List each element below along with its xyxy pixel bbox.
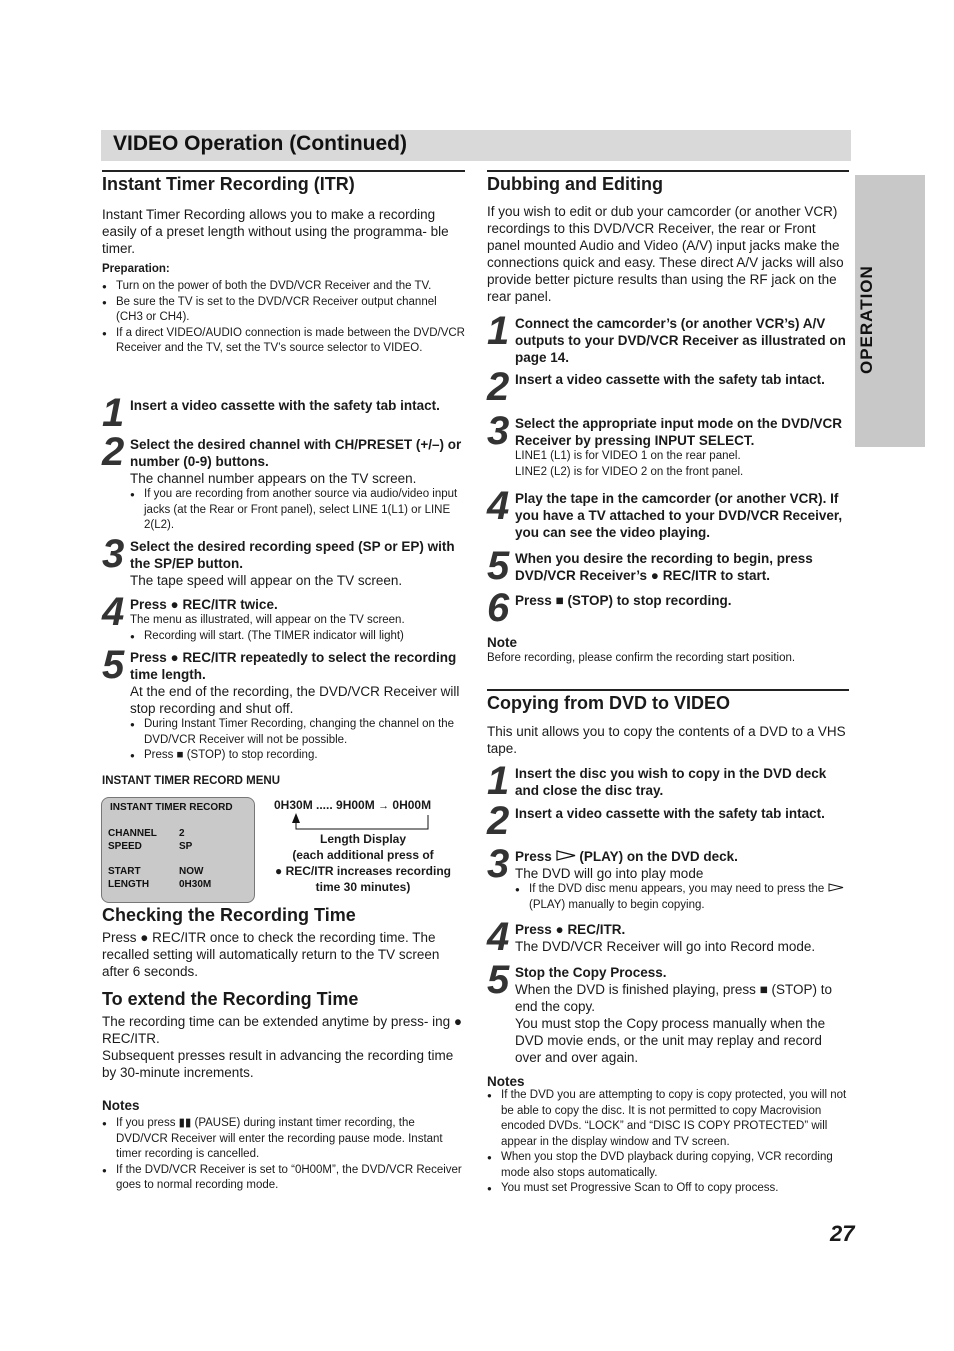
copying-step-1 xyxy=(487,759,849,803)
dubbing-section-rule xyxy=(487,170,849,172)
sequence-end: 0H00M xyxy=(392,798,432,812)
step-number: 1 xyxy=(102,391,123,435)
prep-label: Preparation: xyxy=(102,263,170,275)
side-tab xyxy=(855,175,925,447)
dubbing-step-6 xyxy=(487,586,849,630)
step-heading: Connect the camcorder’s (or another VCR’s) A/V outputs to your DVD/VCR Receiver as illustrated on page 14. xyxy=(515,316,846,365)
itr-heading: Instant Timer Recording (ITR) xyxy=(102,174,355,194)
bracket-arrow-icon xyxy=(258,811,468,833)
list-item: ● If you are recording from another source via audio/video input jacks (at the Rear or Front panel), select LINE 1(L1) or LINE 2(L2). xyxy=(130,487,465,534)
itr-section-rule xyxy=(102,170,465,172)
step-number: 5 xyxy=(102,643,123,687)
itr-step-3 xyxy=(102,532,465,593)
step-number: 4 xyxy=(102,590,123,634)
step-body: When the DVD is finished playing, press ■ (STOP) to end the copy. xyxy=(515,982,833,1014)
arrow-icon: → xyxy=(378,800,390,812)
step-body: The channel number appears on the TV screen. xyxy=(130,471,417,486)
dubbing-note: Before recording, please confirm the recording start position. xyxy=(487,652,796,664)
step-bullets xyxy=(515,882,849,913)
step-number: 4 xyxy=(487,915,508,959)
bullet-part: If the DVD disc menu appears, you may need to press the xyxy=(529,883,825,895)
list-item: ● You must set Progressive Scan to Off to copy process. xyxy=(487,1181,849,1197)
step-number: 3 xyxy=(487,842,508,886)
play-icon xyxy=(828,883,844,892)
length-display-diagram xyxy=(258,797,468,897)
osd-speed-value: SP xyxy=(179,841,193,852)
section-title-bar xyxy=(101,130,851,161)
itr-step-2 xyxy=(102,430,465,536)
step-heading: Stop the Copy Process. xyxy=(515,965,667,980)
copying-step-2 xyxy=(487,799,849,843)
list-item: ● Turn on the power of both the DVD/VCR Receiver and the TV. xyxy=(102,279,465,295)
itr-intro: Instant Timer Recording allows you to make a recording easily of a preset length without using the programma- ble timer. xyxy=(102,207,449,256)
step-bullets xyxy=(130,487,465,534)
list-item: ● If you press ▮▮ (PAUSE) during instant timer recording, the DVD/VCR Receiver will enter the recording pause mode. Instant timer recording is cancelled. xyxy=(102,1116,465,1163)
dubbing-step-5 xyxy=(487,544,849,588)
caption-line: (each additional press of xyxy=(292,848,434,862)
step-heading: Press ● REC/ITR twice. xyxy=(130,597,278,612)
step-line: LINE1 (L1) is for VIDEO 1 on the rear panel. xyxy=(515,450,741,462)
list-item: ● Press ■ (STOP) to stop recording. xyxy=(130,748,465,764)
step-heading: When you desire the recording to begin, press DVD/VCR Receiver’s ● REC/ITR to start. xyxy=(515,551,813,583)
step-heading: Play the tape in the camcorder (or another VCR). If you have a TV attached to your DVD/VCR Receiver, you can see the video playing. xyxy=(515,491,843,540)
length-caption xyxy=(258,831,468,895)
sequence-text: 0H30M ..... 9H00M xyxy=(274,798,375,812)
page-title: VIDEO Operation (Continued) xyxy=(113,132,407,155)
step-number: 4 xyxy=(487,484,508,528)
step-bullets xyxy=(130,629,465,645)
copying-section-rule xyxy=(487,689,849,691)
prep-list xyxy=(102,279,465,357)
step-heading xyxy=(515,848,849,865)
page-number: 27 xyxy=(830,1221,855,1246)
step-body: At the end of the recording, the DVD/VCR Receiver will stop recording and shut off. xyxy=(130,684,460,716)
osd-speed-label: SPEED xyxy=(108,841,142,852)
osd-title: INSTANT TIMER RECORD xyxy=(110,802,233,813)
step-number: 2 xyxy=(487,799,508,843)
step-bullets xyxy=(130,717,465,764)
list-item: ● If the DVD/VCR Receiver is set to “0H00M”, the DVD/VCR Receiver goes to normal recording mode. xyxy=(102,1163,465,1194)
step-line: LINE2 (L2) is for VIDEO 2 on the front panel. xyxy=(515,465,744,478)
caption-line: ● REC/ITR increases recording xyxy=(275,864,451,878)
step-number: 5 xyxy=(487,958,508,1002)
length-sequence xyxy=(274,798,431,812)
caption-line: time 30 minutes) xyxy=(315,880,411,894)
step-heading: Press ■ (STOP) to stop recording. xyxy=(515,593,732,608)
list-item: ● Recording will start. (The TIMER indicator will light) xyxy=(130,629,465,645)
step-heading-part: Press xyxy=(515,849,552,864)
copying-notes-label: Notes xyxy=(487,1074,525,1089)
step-heading: Select the desired channel with CH/PRESET (+/–) or number (0-9) buttons. xyxy=(130,437,462,469)
play-icon xyxy=(556,850,576,861)
itr-step-1 xyxy=(102,391,465,435)
osd-start-value: NOW xyxy=(179,866,204,877)
step-body: You must stop the Copy process manually when the DVD movie ends, or the unit may replay and record over and over again. xyxy=(515,1016,826,1065)
step-heading: Press ● REC/ITR repeatedly to select the recording time length. xyxy=(130,650,457,682)
copying-intro: This unit allows you to copy the contents of a DVD to a VHS tape. xyxy=(487,724,846,756)
extend-text-2: Subsequent presses result in advancing the recording time by 30-minute increments. xyxy=(102,1048,454,1080)
dubbing-step-2 xyxy=(487,365,849,409)
checking-heading: Checking the Recording Time xyxy=(102,905,356,925)
step-number: 6 xyxy=(487,586,508,630)
step-number: 3 xyxy=(102,532,123,576)
list-item: ● If the DVD you are attempting to copy is copy protected, you will not be able to copy the disc. It is not permitted to copy Macrovision encoded DVDs. “LOCK” and “DISC IS COPY PROTECTED” will appear in the display window and TV screen. xyxy=(487,1088,849,1150)
list-item: ● During Instant Timer Recording, changing the channel on the DVD/VCR Receiver will not be possible. xyxy=(130,717,465,748)
caption-line: Length Display xyxy=(319,832,406,846)
step-number: 3 xyxy=(487,409,508,453)
extend-notes xyxy=(102,1116,465,1194)
copying-notes xyxy=(487,1088,849,1197)
step-number: 1 xyxy=(487,309,508,353)
copying-heading: Copying from DVD to VIDEO xyxy=(487,693,730,713)
extend-notes-label: Notes xyxy=(102,1098,140,1113)
menu-label: INSTANT TIMER RECORD MENU xyxy=(102,775,281,787)
list-item xyxy=(515,882,849,913)
copying-step-3 xyxy=(487,842,849,914)
step-heading: Insert a video cassette with the safety tab intact. xyxy=(515,372,825,387)
step-number: 2 xyxy=(487,365,508,409)
step-heading: Select the appropriate input mode on the DVD/VCR Receiver by pressing INPUT SELECT. xyxy=(515,416,843,448)
dubbing-step-4 xyxy=(487,484,849,545)
dubbing-step-1 xyxy=(487,309,849,367)
list-item: ● Be sure the TV is set to the DVD/VCR Receiver output channel (CH3 or CH4). xyxy=(102,295,465,326)
osd-start-label: START xyxy=(108,866,141,877)
dubbing-heading: Dubbing and Editing xyxy=(487,174,663,194)
copying-step-5 xyxy=(487,958,849,1068)
extend-heading: To extend the Recording Time xyxy=(102,989,359,1009)
step-heading: Press ● REC/ITR. xyxy=(515,922,626,937)
osd-length-value: 0H30M xyxy=(179,879,212,890)
itr-step-4 xyxy=(102,590,465,646)
step-number: 5 xyxy=(487,544,508,588)
bullet-part: (PLAY) manually to begin copying. xyxy=(529,898,705,911)
step-heading-part: (PLAY) on the DVD deck. xyxy=(579,849,738,864)
step-body: The DVD/VCR Receiver will go into Record mode. xyxy=(515,939,816,954)
osd-channel-value: 2 xyxy=(179,828,185,839)
dubbing-note-label: Note xyxy=(487,635,517,650)
step-heading: Insert a video cassette with the safety tab intact. xyxy=(515,806,825,821)
step-body: The DVD will go into play mode xyxy=(515,866,704,881)
dubbing-step-3 xyxy=(487,409,849,485)
dubbing-intro: If you wish to edit or dub your camcorder (or another VCR) recordings to this DVD/VCR Receiver, the rear or Front panel mounted Audio and Video (A/V) input jacks make the connections quick and easy. These direct A/V jacks will also provide better picture results than using the RF jack on the rear panel. xyxy=(487,204,844,304)
step-number: 1 xyxy=(487,759,508,803)
step-note: The menu as illustrated, will appear on the TV screen. xyxy=(130,614,405,626)
side-tab-label: OPERATION xyxy=(857,265,876,375)
osd-length-label: LENGTH xyxy=(108,879,150,890)
checking-text: Press ● REC/ITR once to check the recording time. The recalled setting will automatically return to the TV screen after 6 seconds. xyxy=(102,930,440,979)
step-heading: Insert a video cassette with the safety tab intact. xyxy=(130,398,440,413)
step-heading: Insert the disc you wish to copy in the DVD deck and close the disc tray. xyxy=(515,766,827,798)
copying-step-4 xyxy=(487,915,849,959)
list-item: ● When you stop the DVD playback during copying, VCR recording mode also stops automatically. xyxy=(487,1150,849,1181)
extend-text-1: The recording time can be extended anytime by press- ing ● REC/ITR. xyxy=(102,1014,463,1046)
step-body: The tape speed will appear on the TV screen. xyxy=(130,573,403,588)
itr-menu-screen xyxy=(101,797,255,903)
step-heading: Select the desired recording speed (SP or EP) with the SP/EP button. xyxy=(130,539,455,571)
list-item: ● If a direct VIDEO/AUDIO connection is made between the DVD/VCR Receiver and the TV, set the TV’s source selector to VIDEO. xyxy=(102,326,465,357)
itr-step-5 xyxy=(102,643,465,769)
osd-channel-label: CHANNEL xyxy=(108,828,157,839)
step-number: 2 xyxy=(102,430,123,474)
